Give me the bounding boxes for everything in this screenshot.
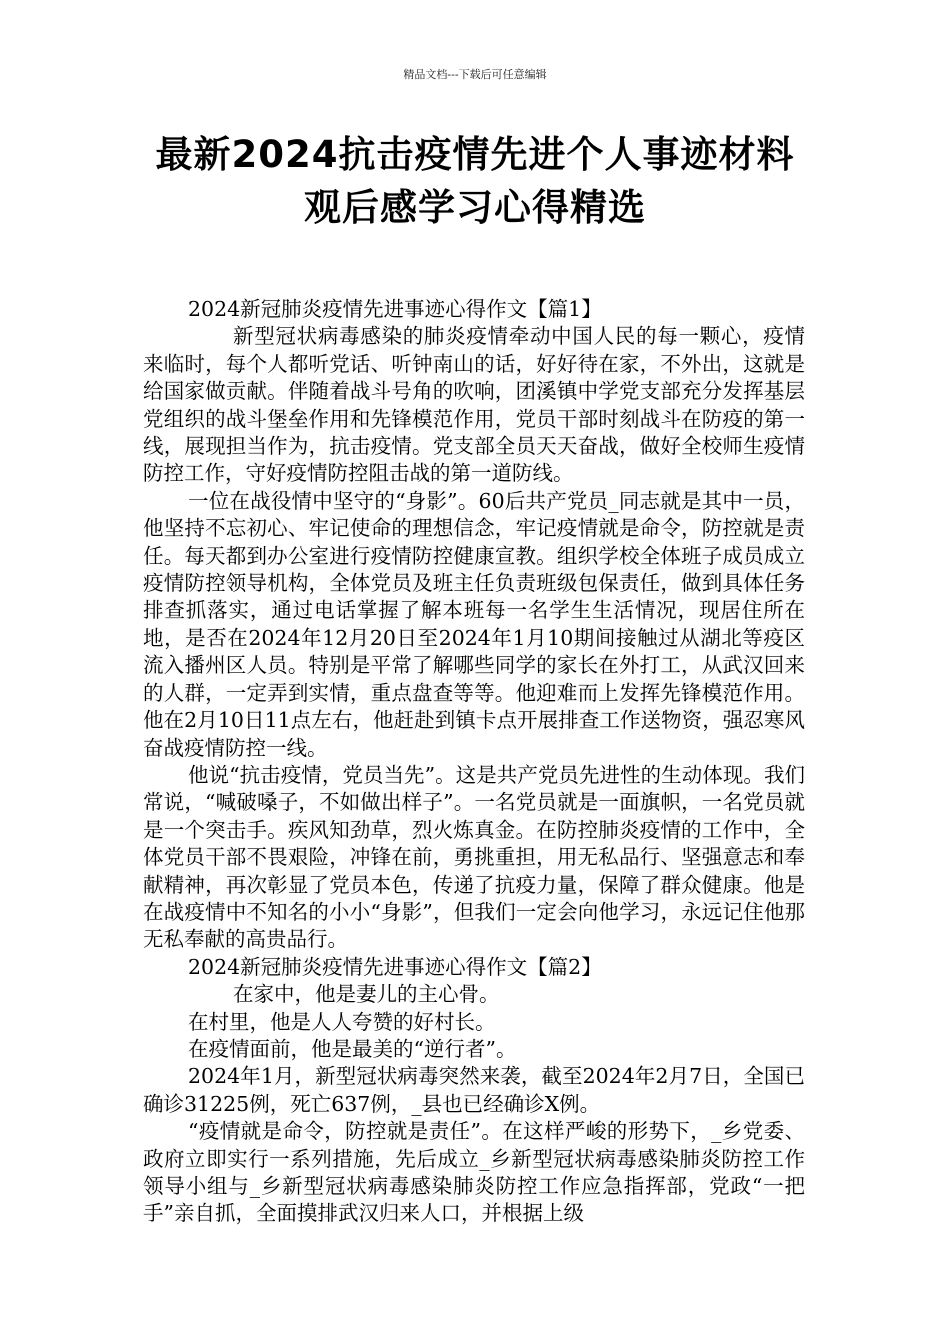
document-body xyxy=(143,296,805,1228)
title-line-2: 观后感学习心得精选 xyxy=(304,186,646,229)
title-line-1: 最新2024抗击疫情先进个人事迹材料 xyxy=(155,133,795,176)
paragraph: 在村里，他是人人夸赞的好村长。 xyxy=(188,1009,496,1034)
section-heading-2: 2024新冠肺炎疫情先进事迹心得作文【篇2】 xyxy=(188,954,602,979)
paragraph: “疫情就是命令，防控就是责任”。在这样严峻的形势下，_乡党委、政府立即实行一系列措施，先后成立_乡新型冠状病毒感染肺炎防控工作领导小组与_乡新型冠状病毒感染肺炎防控工作应急指挥部，党政“一把手”亲自抓，全面摸排武汉归来人口，并根据上级 xyxy=(143,1119,805,1226)
paragraph: 在家中，他是妻儿的主心骨。 xyxy=(233,982,500,1007)
paragraph: 在疫情面前，他是最美的“逆行者”。 xyxy=(188,1036,517,1061)
paragraph: 2024年1月，新型冠状病毒突然来袭，截至2024年2月7日，全国已确诊31225例，死亡637例，_县也已经确诊X例。 xyxy=(143,1064,805,1116)
paragraph: 他说“抗击疫情，党员当先”。这是共产党员先进性的生动体现。我们常说，“喊破嗓子，不如做出样子”。一名党员就是一面旗帜，一名党员就是一个突击手。疾风知劲草，烈火炼真金。在防控肺炎疫情的工作中，全体党员干部不畏艰险，冲锋在前，勇挑重担，用无私品行、坚强意志和奉献精神，再次彰显了党员本色，传递了抗疫力量，保障了群众健康。他是在战疫情中不知名的小小“身影”，但我们一定会向他学习，永远记住他那无私奉献的高贵品行。 xyxy=(143,762,805,952)
document-title xyxy=(90,128,860,234)
paragraph: 新型冠状病毒感染的肺炎疫情牵动中国人民的每一颗心，疫情来临时，每个人都听党话、听钟南山的话，好好待在家，不外出，这就是给国家做贡献。伴随着战斗号角的吹响，团溪镇中学党支部充分发挥基层党组织的战斗堡垒作用和先锋模范作用，党员干部时刻战斗在防疫的第一线，展现担当作为，抗击疫情。党支部全员天天奋战，做好全校师生疫情防控工作，守好疫情防控阻击战的第一道防线。 xyxy=(143,324,805,486)
section-heading-1: 2024新冠肺炎疫情先进事迹心得作文【篇1】 xyxy=(188,297,602,321)
header-note: 精品文档---下载后可任意编辑 xyxy=(403,68,547,81)
paragraph: 一位在战役情中坚守的“身影”。60后共产党员_同志就是其中一员，他坚持不忘初心、牢记使命的理想信念，牢记疫情就是命令，防控就是责任。每天都到办公室进行疫情防控健康宣教。组织学校全体班子成员成立疫情防控领导机构，全体党员及班主任负责班级包保责任，做到具体任务排查抓落实，通过电话掌握了解本班每一名学生生活情况，现居住所在地，是否在2024年12月20日至2024年1月10期间接触过从湖北等疫区流入播州区人员。特别是平常了解哪些同学的家长在外打工，从武汉回来的人群，一定弄到实情，重点盘查等等。他迎难而上发挥先锋模范作用。他在2月10日11点左右，他赶赴到镇卡点开展排查工作送物资，强忍寒风奋战疫情防控一线。 xyxy=(143,488,805,760)
